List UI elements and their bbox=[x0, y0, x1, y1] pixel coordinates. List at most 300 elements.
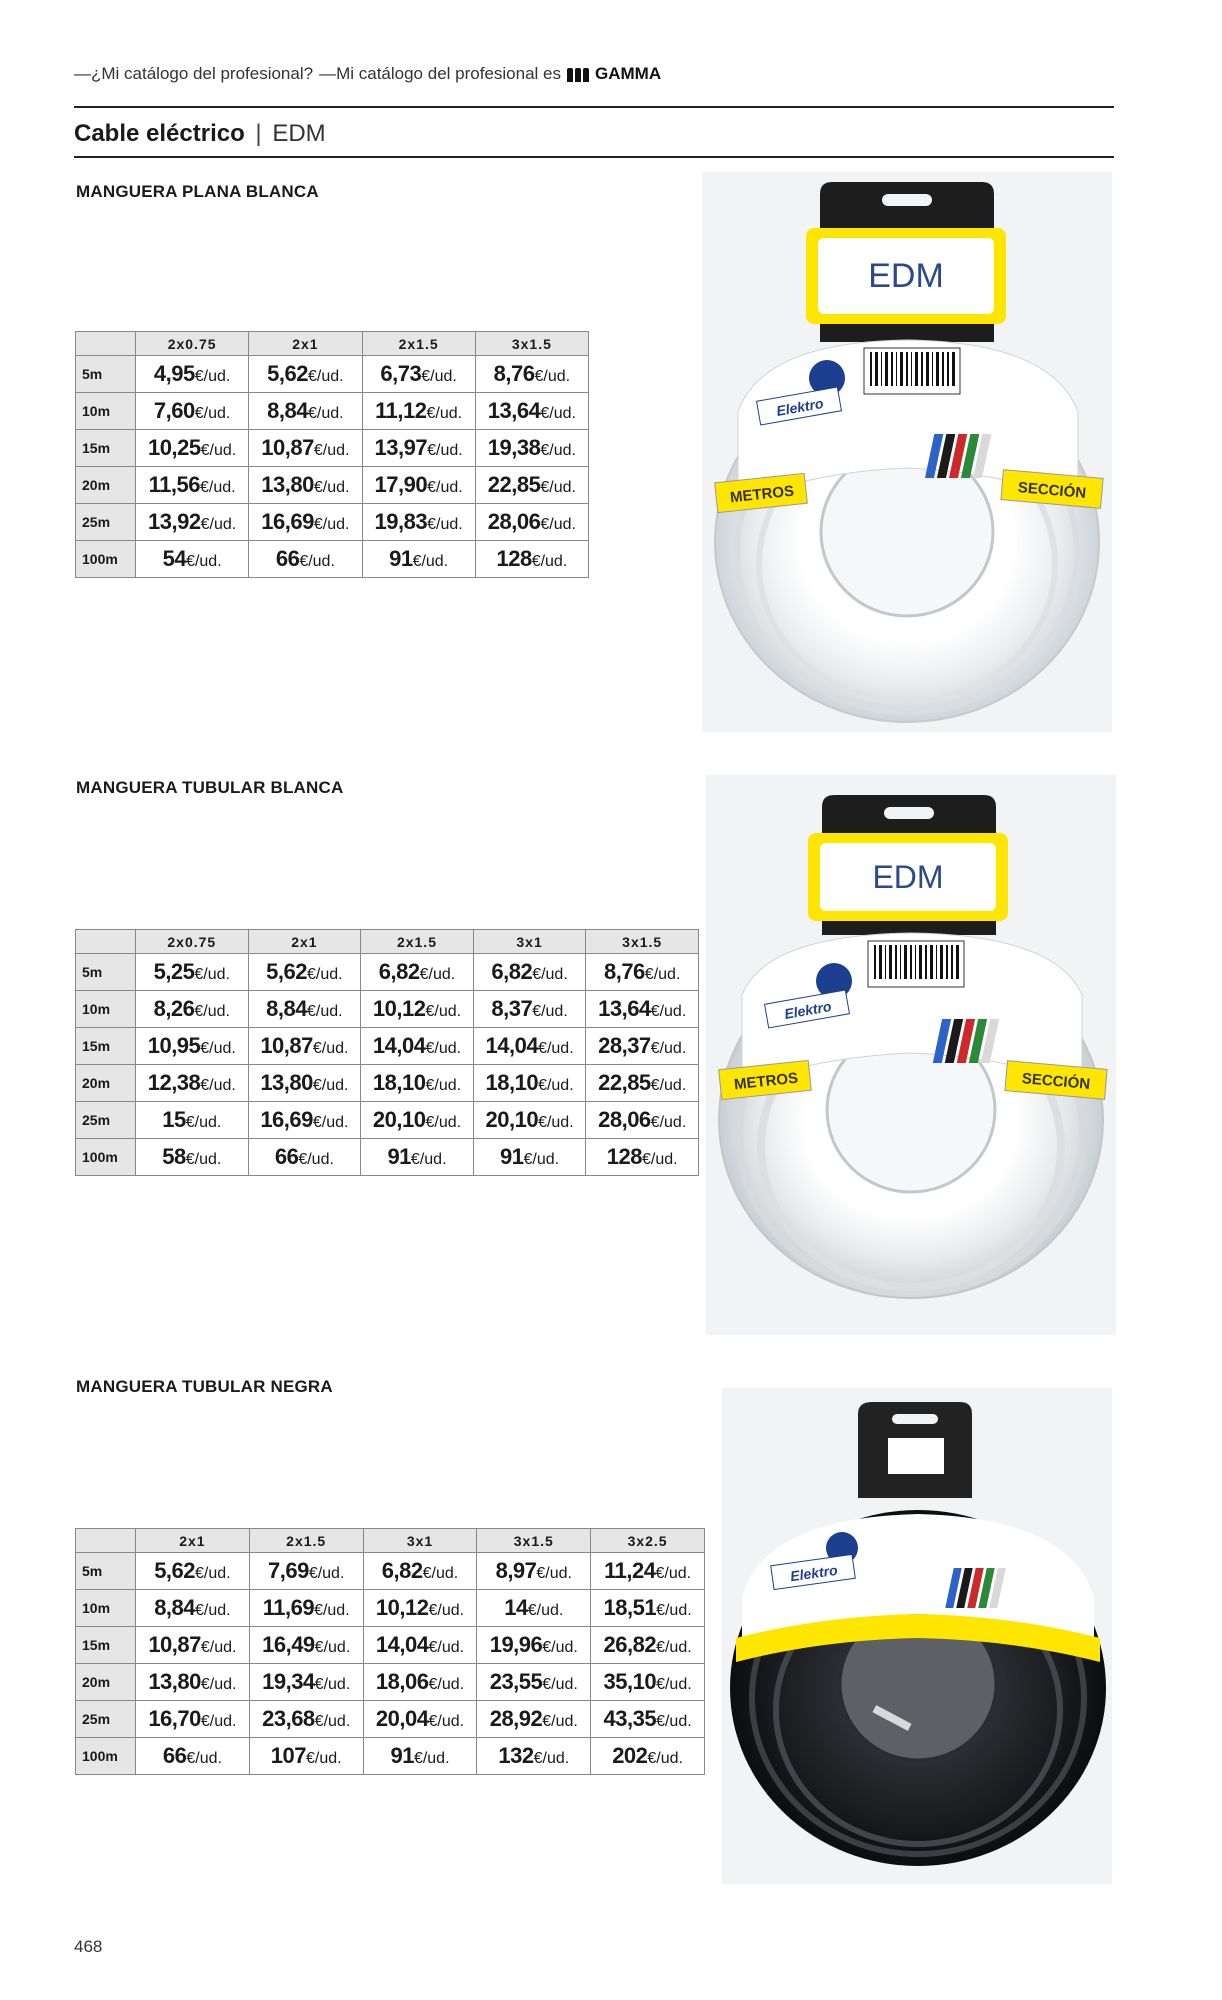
price-value: 28,92 bbox=[489, 1706, 543, 1731]
price-unit: €/ud. bbox=[656, 1602, 692, 1619]
price-unit: €/ud. bbox=[542, 1676, 578, 1693]
price-cell bbox=[249, 1738, 363, 1775]
price-unit: €/ud. bbox=[200, 1077, 236, 1094]
length-cell: 25m bbox=[76, 504, 136, 541]
card-brand-text: EDM bbox=[872, 859, 944, 895]
price-value: 6,73 bbox=[380, 361, 422, 386]
price-cell bbox=[591, 1701, 705, 1738]
column-header: 3x1 bbox=[363, 1529, 477, 1553]
price-cell bbox=[361, 1102, 474, 1139]
price-value: 16,70 bbox=[148, 1706, 201, 1731]
price-value: 8,26 bbox=[153, 996, 195, 1021]
price-unit: €/ud. bbox=[314, 1676, 351, 1693]
price-unit: €/ud. bbox=[655, 1565, 692, 1582]
price-unit: €/ud. bbox=[410, 1151, 447, 1168]
price-cell bbox=[136, 1627, 250, 1664]
length-cell: 15m bbox=[76, 430, 136, 467]
price-value: 43,35 bbox=[603, 1706, 657, 1731]
price-value: 91 bbox=[500, 1144, 524, 1169]
price-value: 91 bbox=[390, 1743, 414, 1768]
price-value: 18,51 bbox=[603, 1595, 657, 1620]
price-unit: €/ud. bbox=[314, 1639, 351, 1656]
price-unit: €/ud. bbox=[650, 1040, 687, 1057]
seccion-label-text: SECCIÓN bbox=[1017, 479, 1087, 502]
price-unit: €/ud. bbox=[313, 442, 350, 459]
price-cell bbox=[136, 504, 249, 541]
price-unit: €/ud. bbox=[186, 553, 222, 570]
price-value: 14,04 bbox=[375, 1632, 429, 1657]
color-stripes-icon bbox=[925, 434, 991, 478]
table-row bbox=[76, 1553, 705, 1590]
price-unit: €/ud. bbox=[538, 1114, 574, 1131]
length-cell: 15m bbox=[76, 1627, 136, 1664]
price-value: 128 bbox=[606, 1144, 642, 1169]
price-value: 28,37 bbox=[598, 1033, 651, 1058]
price-value: 13,80 bbox=[148, 1669, 201, 1694]
column-header: 2x1.5 bbox=[361, 930, 474, 954]
column-header: 3x1.5 bbox=[586, 930, 699, 954]
price-value: 6,82 bbox=[381, 1558, 423, 1583]
price-unit: €/ud. bbox=[425, 1003, 462, 1020]
price-cell bbox=[586, 1028, 699, 1065]
elektro-sticker-text: Elektro bbox=[783, 998, 833, 1023]
table-row bbox=[76, 1664, 705, 1701]
table-row bbox=[76, 430, 589, 467]
price-unit: €/ud. bbox=[538, 1040, 574, 1057]
price-value: 18,10 bbox=[485, 1070, 539, 1095]
slogan-answer: —Mi catálogo del profesional es bbox=[319, 64, 561, 83]
price-value: 17,90 bbox=[374, 472, 428, 497]
price-cell bbox=[473, 1028, 586, 1065]
price-cell bbox=[473, 954, 586, 991]
price-cell bbox=[248, 1102, 361, 1139]
price-unit: €/ud. bbox=[195, 1602, 231, 1619]
price-unit: €/ud. bbox=[314, 1602, 350, 1619]
column-header: 2x0.75 bbox=[136, 930, 249, 954]
price-unit: €/ud. bbox=[307, 966, 343, 983]
column-header: 2x1 bbox=[136, 1529, 250, 1553]
price-value: 10,12 bbox=[375, 1595, 429, 1620]
price-unit: €/ud. bbox=[307, 368, 344, 385]
length-cell: 10m bbox=[76, 393, 136, 430]
price-cell bbox=[477, 1627, 591, 1664]
price-value: 8,76 bbox=[603, 959, 645, 984]
price-value: 20,10 bbox=[485, 1107, 539, 1132]
price-unit: €/ud. bbox=[540, 405, 576, 422]
price-unit: €/ud. bbox=[419, 966, 456, 983]
price-cell bbox=[136, 541, 249, 578]
price-cell bbox=[473, 1102, 586, 1139]
price-cell bbox=[248, 954, 361, 991]
price-unit: €/ud. bbox=[200, 516, 237, 533]
length-cell: 20m bbox=[76, 1664, 136, 1701]
elektro-sticker-text: Elektro bbox=[789, 1561, 839, 1585]
price-cell bbox=[136, 356, 249, 393]
price-unit: €/ud. bbox=[428, 1676, 465, 1693]
price-unit: €/ud. bbox=[647, 1750, 683, 1767]
price-cell bbox=[475, 504, 588, 541]
length-cell: 25m bbox=[76, 1102, 136, 1139]
price-unit: €/ud. bbox=[306, 1750, 342, 1767]
price-value: 58 bbox=[162, 1144, 186, 1169]
price-value: 5,62 bbox=[266, 959, 307, 984]
price-cell bbox=[477, 1553, 591, 1590]
price-cell bbox=[249, 1664, 363, 1701]
price-cell bbox=[475, 393, 588, 430]
column-header: 3x1.5 bbox=[475, 332, 588, 356]
price-unit: €/ud. bbox=[412, 553, 449, 570]
price-value: 20,04 bbox=[375, 1706, 429, 1731]
price-value: 202 bbox=[612, 1743, 648, 1768]
price-cell bbox=[136, 393, 249, 430]
catalog-slogan bbox=[74, 62, 1114, 86]
price-cell bbox=[363, 1590, 477, 1627]
price-cell bbox=[136, 1738, 250, 1775]
price-unit: €/ud. bbox=[421, 368, 457, 385]
price-cell bbox=[136, 954, 249, 991]
price-value: 11,56 bbox=[148, 472, 200, 497]
price-value: 54 bbox=[162, 546, 187, 571]
price-value: 23,55 bbox=[489, 1669, 543, 1694]
price-cell bbox=[477, 1738, 591, 1775]
price-unit: €/ud. bbox=[532, 1003, 568, 1020]
metros-label-text: METROS bbox=[733, 1069, 799, 1094]
header-rule-bottom bbox=[74, 156, 1114, 158]
table-row bbox=[76, 1065, 699, 1102]
price-value: 10,87 bbox=[261, 435, 314, 460]
hang-hole bbox=[882, 194, 932, 206]
column-header: 3x2.5 bbox=[591, 1529, 705, 1553]
price-unit: €/ud. bbox=[307, 405, 344, 422]
price-cell bbox=[475, 467, 588, 504]
price-value: 10,87 bbox=[260, 1033, 313, 1058]
price-table bbox=[75, 1528, 705, 1775]
color-stripes-icon bbox=[945, 1568, 1006, 1608]
price-unit: €/ud. bbox=[532, 966, 568, 983]
price-value: 15 bbox=[162, 1107, 186, 1132]
price-cell bbox=[363, 1627, 477, 1664]
price-value: 7,69 bbox=[267, 1558, 309, 1583]
price-cell bbox=[362, 504, 475, 541]
price-cell bbox=[362, 541, 475, 578]
price-unit: €/ud. bbox=[313, 479, 350, 496]
price-cell bbox=[591, 1590, 705, 1627]
price-unit: €/ud. bbox=[200, 442, 237, 459]
price-cell bbox=[475, 430, 588, 467]
price-value: 10,87 bbox=[148, 1632, 201, 1657]
length-cell: 20m bbox=[76, 467, 136, 504]
price-cell bbox=[362, 356, 475, 393]
price-cell bbox=[136, 1028, 249, 1065]
price-value: 13,80 bbox=[260, 1070, 313, 1095]
price-cell bbox=[136, 1664, 250, 1701]
length-cell: 100m bbox=[76, 1738, 136, 1775]
price-unit: €/ud. bbox=[428, 1602, 465, 1619]
table-row bbox=[76, 1738, 705, 1775]
price-cell bbox=[591, 1664, 705, 1701]
price-cell bbox=[586, 1139, 699, 1176]
price-unit: €/ud. bbox=[650, 1114, 687, 1131]
price-unit: €/ud. bbox=[312, 1077, 349, 1094]
price-unit: €/ud. bbox=[308, 1565, 345, 1582]
price-unit: €/ud. bbox=[540, 479, 576, 496]
column-header: 3x1 bbox=[473, 930, 586, 954]
length-cell: 20m bbox=[76, 1065, 136, 1102]
price-unit: €/ud. bbox=[312, 1114, 349, 1131]
price-cell bbox=[248, 1028, 361, 1065]
elektro-sticker-text: Elektro bbox=[775, 395, 825, 420]
price-value: 19,83 bbox=[374, 509, 428, 534]
price-unit: €/ud. bbox=[427, 479, 463, 496]
price-unit: €/ud. bbox=[427, 442, 463, 459]
price-unit: €/ud. bbox=[200, 479, 236, 496]
price-value: 22,85 bbox=[598, 1070, 651, 1095]
product-photo bbox=[702, 172, 1112, 732]
price-unit: €/ud. bbox=[425, 1114, 462, 1131]
price-unit: €/ud. bbox=[299, 553, 335, 570]
price-unit: €/ud. bbox=[531, 553, 568, 570]
price-value: 14,04 bbox=[485, 1033, 539, 1058]
price-value: 91 bbox=[389, 546, 413, 571]
price-unit: €/ud. bbox=[307, 1003, 343, 1020]
price-value: 35,10 bbox=[603, 1669, 657, 1694]
price-table bbox=[75, 929, 699, 1176]
length-cell: 100m bbox=[76, 1139, 136, 1176]
price-cell bbox=[477, 1701, 591, 1738]
length-cell: 5m bbox=[76, 356, 136, 393]
price-cell bbox=[249, 467, 362, 504]
price-unit: €/ud. bbox=[642, 1151, 678, 1168]
product-photo bbox=[722, 1388, 1112, 1884]
length-cell: 15m bbox=[76, 1028, 136, 1065]
price-cell bbox=[477, 1664, 591, 1701]
price-value: 6,82 bbox=[491, 959, 533, 984]
table-header-row bbox=[76, 1529, 705, 1553]
price-value: 13,97 bbox=[374, 435, 428, 460]
price-unit: €/ud. bbox=[425, 1040, 462, 1057]
price-cell bbox=[136, 1065, 249, 1102]
price-value: 18,06 bbox=[375, 1669, 429, 1694]
price-value: 91 bbox=[387, 1144, 411, 1169]
gamma-brand bbox=[567, 64, 661, 84]
price-value: 8,76 bbox=[493, 361, 535, 386]
price-cell bbox=[361, 1065, 474, 1102]
card-brand-text: EDM bbox=[868, 257, 944, 295]
price-value: 22,85 bbox=[487, 472, 541, 497]
price-unit: €/ud. bbox=[426, 405, 463, 422]
table-row bbox=[76, 1028, 699, 1065]
price-value: 11,24 bbox=[604, 1558, 656, 1583]
price-unit: €/ud. bbox=[538, 1077, 574, 1094]
page-title-separator: | bbox=[255, 120, 262, 147]
section-title: MANGUERA PLANA BLANCA bbox=[76, 182, 319, 201]
price-cell bbox=[586, 1065, 699, 1102]
length-cell: 100m bbox=[76, 541, 136, 578]
price-cell bbox=[249, 1627, 363, 1664]
table-row bbox=[76, 1701, 705, 1738]
price-value: 23,68 bbox=[262, 1706, 315, 1731]
price-cell bbox=[586, 991, 699, 1028]
table-row bbox=[76, 1590, 705, 1627]
price-unit: €/ud. bbox=[428, 1639, 465, 1656]
column-header: 3x1.5 bbox=[477, 1529, 591, 1553]
price-value: 66 bbox=[275, 546, 300, 571]
price-cell bbox=[136, 991, 249, 1028]
table-row bbox=[76, 504, 589, 541]
table-header-row bbox=[76, 930, 699, 954]
page-title bbox=[74, 120, 326, 148]
price-unit: €/ud. bbox=[540, 442, 576, 459]
price-value: 8,84 bbox=[267, 398, 308, 423]
price-unit: €/ud. bbox=[427, 516, 463, 533]
hang-card-window bbox=[888, 1438, 944, 1474]
price-cell bbox=[136, 1553, 250, 1590]
price-unit: €/ud. bbox=[656, 1639, 692, 1656]
price-unit: €/ud. bbox=[194, 405, 231, 422]
price-value: 132 bbox=[498, 1743, 534, 1768]
table-row bbox=[76, 393, 589, 430]
price-value: 4,95 bbox=[153, 361, 195, 386]
price-value: 7,60 bbox=[153, 398, 195, 423]
price-cell bbox=[136, 1590, 250, 1627]
table-row bbox=[76, 1627, 705, 1664]
slogan-question: —¿Mi catálogo del profesional? bbox=[74, 64, 314, 83]
price-value: 11,69 bbox=[262, 1595, 315, 1620]
price-value: 10,12 bbox=[372, 996, 426, 1021]
price-unit: €/ud. bbox=[650, 1003, 687, 1020]
column-header: 2x0.75 bbox=[136, 332, 249, 356]
price-unit: €/ud. bbox=[542, 1713, 578, 1730]
gamma-logo-icon bbox=[567, 66, 589, 82]
length-cell: 25m bbox=[76, 1701, 136, 1738]
price-value: 66 bbox=[162, 1743, 187, 1768]
price-unit: €/ud. bbox=[536, 1565, 572, 1582]
section-title: MANGUERA TUBULAR NEGRA bbox=[76, 1377, 333, 1396]
price-value: 11,12 bbox=[375, 398, 427, 423]
price-unit: €/ud. bbox=[533, 1750, 570, 1767]
metros-label-text: METROS bbox=[729, 482, 795, 507]
price-cell bbox=[586, 954, 699, 991]
price-unit: €/ud. bbox=[656, 1676, 692, 1693]
price-cell bbox=[249, 1553, 363, 1590]
price-unit: €/ud. bbox=[185, 1114, 222, 1131]
price-value: 12,38 bbox=[147, 1070, 201, 1095]
price-value: 66 bbox=[274, 1144, 299, 1169]
price-cell bbox=[249, 430, 362, 467]
length-cell: 10m bbox=[76, 1590, 136, 1627]
price-value: 8,97 bbox=[495, 1558, 537, 1583]
price-cell bbox=[248, 1139, 361, 1176]
price-unit: €/ud. bbox=[314, 1713, 351, 1730]
price-value: 5,62 bbox=[154, 1558, 196, 1583]
price-unit: €/ud. bbox=[413, 1750, 450, 1767]
price-cell bbox=[249, 541, 362, 578]
column-header: 2x1.5 bbox=[362, 332, 475, 356]
price-cell bbox=[363, 1664, 477, 1701]
price-cell bbox=[475, 356, 588, 393]
table-row bbox=[76, 991, 699, 1028]
seccion-label-text: SECCIÓN bbox=[1021, 1070, 1091, 1093]
price-cell bbox=[249, 1701, 363, 1738]
price-value: 8,37 bbox=[491, 996, 533, 1021]
price-value: 5,62 bbox=[267, 361, 308, 386]
table-row bbox=[76, 954, 699, 991]
price-value: 20,10 bbox=[372, 1107, 426, 1132]
price-cell bbox=[475, 541, 588, 578]
column-header: 2x1 bbox=[249, 332, 362, 356]
price-unit: €/ud. bbox=[656, 1713, 692, 1730]
price-value: 19,34 bbox=[262, 1669, 315, 1694]
table-row bbox=[76, 541, 589, 578]
price-cell bbox=[363, 1553, 477, 1590]
price-unit: €/ud. bbox=[425, 1077, 462, 1094]
price-cell bbox=[249, 504, 362, 541]
product-photo bbox=[706, 775, 1116, 1335]
color-stripes-icon bbox=[933, 1019, 999, 1063]
price-unit: €/ud. bbox=[194, 1003, 230, 1020]
price-cell bbox=[361, 1028, 474, 1065]
hang-hole bbox=[892, 1414, 938, 1424]
price-cell bbox=[248, 991, 361, 1028]
price-value: 107 bbox=[270, 1743, 306, 1768]
length-cell: 10m bbox=[76, 991, 136, 1028]
price-cell bbox=[473, 991, 586, 1028]
price-table bbox=[75, 331, 589, 578]
price-value: 16,69 bbox=[260, 1107, 313, 1132]
price-cell bbox=[586, 1102, 699, 1139]
length-cell: 5m bbox=[76, 954, 136, 991]
price-unit: €/ud. bbox=[200, 1040, 236, 1057]
price-unit: €/ud. bbox=[540, 516, 576, 533]
price-cell bbox=[362, 430, 475, 467]
price-cell bbox=[591, 1738, 705, 1775]
price-unit: €/ud. bbox=[298, 1151, 334, 1168]
price-cell bbox=[362, 467, 475, 504]
price-value: 5,25 bbox=[153, 959, 195, 984]
table-header-row bbox=[76, 332, 589, 356]
price-value: 14,04 bbox=[372, 1033, 426, 1058]
price-unit: €/ud. bbox=[312, 1040, 349, 1057]
price-value: 13,92 bbox=[148, 509, 201, 534]
page-number: 468 bbox=[74, 1937, 103, 1956]
price-unit: €/ud. bbox=[186, 1750, 222, 1767]
table-row bbox=[76, 1102, 699, 1139]
price-value: 19,96 bbox=[489, 1632, 543, 1657]
table-corner-cell bbox=[76, 332, 136, 356]
price-cell bbox=[591, 1627, 705, 1664]
page-title-main: Cable eléctrico bbox=[74, 120, 245, 147]
price-unit: €/ud. bbox=[534, 368, 571, 385]
price-cell bbox=[361, 954, 474, 991]
price-unit: €/ud. bbox=[200, 1639, 237, 1656]
price-unit: €/ud. bbox=[185, 1151, 222, 1168]
table-corner-cell bbox=[76, 930, 136, 954]
price-value: 18,10 bbox=[372, 1070, 426, 1095]
price-unit: €/ud. bbox=[542, 1639, 578, 1656]
price-value: 28,06 bbox=[487, 509, 541, 534]
length-cell: 5m bbox=[76, 1553, 136, 1590]
price-cell bbox=[136, 467, 249, 504]
price-unit: €/ud. bbox=[422, 1565, 459, 1582]
hang-hole bbox=[884, 807, 934, 819]
price-cell bbox=[136, 1102, 249, 1139]
price-unit: €/ud. bbox=[644, 966, 681, 983]
price-value: 13,64 bbox=[598, 996, 651, 1021]
price-unit: €/ud. bbox=[428, 1713, 465, 1730]
price-cell bbox=[591, 1553, 705, 1590]
price-value: 10,25 bbox=[148, 435, 201, 460]
column-header: 2x1.5 bbox=[249, 1529, 363, 1553]
